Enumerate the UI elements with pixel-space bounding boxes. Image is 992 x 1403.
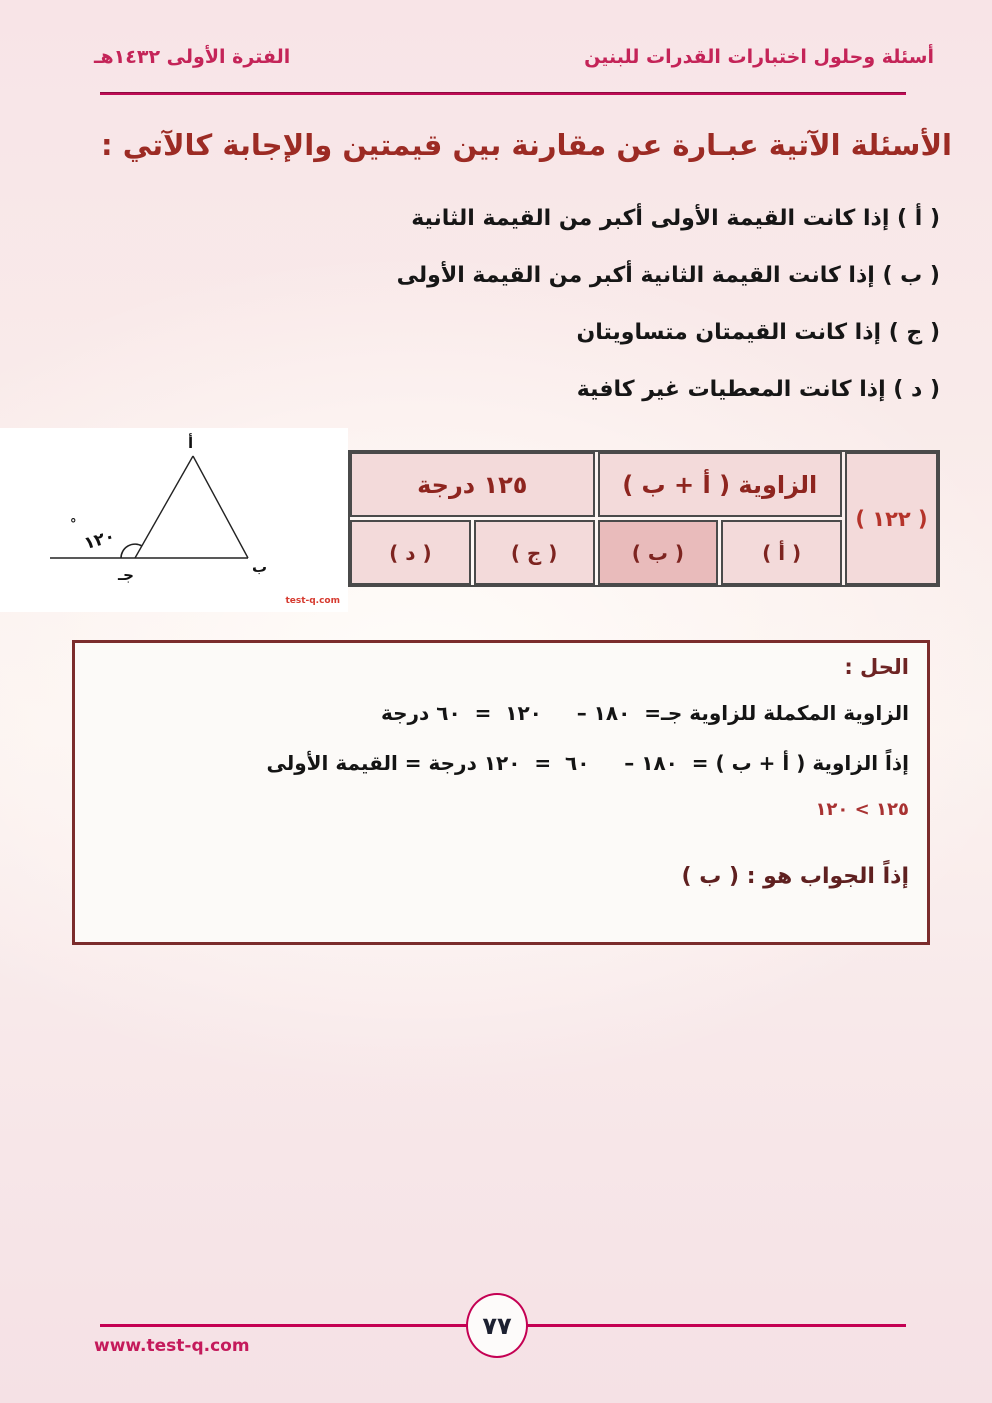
answer-key-item-j (60, 304, 940, 361)
solution-step-2: إذاً الزاوية ( أ + ب ) = ١٨٠ – ٦٠ = ١٢٠ درجة = القيمة الأولى (266, 751, 909, 775)
solution-step-1: الزاوية المكملة للزاوية جـ= ١٨٠ – ١٢٠ = ٦٠ درجة (380, 701, 909, 725)
solution-box (72, 640, 930, 945)
header-book-title: أسئلة وحلول اختبارات القدرات للبنين (584, 46, 934, 68)
page-number-badge (466, 1293, 528, 1358)
answer-key-text: ( د ) إذا كانت المعطيات غير كافية (576, 377, 940, 402)
answer-key-list (60, 190, 940, 418)
choice-cell-a: ( أ ) (721, 520, 842, 585)
answer-key-text: ( ج ) إذا كانت القيمتان متساويتان (576, 320, 940, 345)
right-vertex-label: ب (252, 558, 268, 576)
question-number-cell: ( ١٢٢ ) (845, 452, 938, 585)
answer-key-item-b (60, 247, 940, 304)
first-value-cell: الزاوية ( أ + ب ) (598, 452, 843, 517)
header-rule (100, 92, 906, 95)
choice-cell-b-selected: ( ب ) (598, 520, 719, 585)
answer-key-item-d (60, 361, 940, 418)
left-vertex-label: جـ (118, 566, 134, 584)
side-right (193, 456, 248, 558)
page-title: الأسئلة الآتية عبـارة عن مقارنة بين قيمتين والإجابة كالآتي : (101, 128, 952, 162)
solution-comparison-row (93, 799, 909, 820)
choice-cell-j: ( ج ) (474, 520, 595, 585)
answer-key-item-a (60, 190, 940, 247)
triangle-figure (0, 428, 348, 612)
apex-vertex-label: أ (188, 434, 194, 452)
answer-key-text: ( أ ) إذا كانت القيمة الأولى أكبر من القيمة الثانية (411, 206, 940, 231)
answer-key-text: ( ب ) إذا كانت القيمة الثانية أكبر من القيمة الأولى (396, 263, 940, 288)
page-number: ٧٧ (482, 1311, 512, 1340)
exterior-angle-value: ١٢٠ (81, 526, 118, 555)
solution-heading: الحل : (844, 655, 909, 679)
footer-website: www.test-q.com (94, 1336, 250, 1356)
watermark-text: test-q.com (285, 596, 340, 606)
side-left (135, 456, 193, 558)
choice-cell-d: ( د ) (350, 520, 471, 585)
degree-mark: ° (70, 517, 77, 532)
solution-comparison: ١٢٥ > ١٢٠ (815, 799, 909, 820)
triangle-svg (0, 428, 348, 612)
second-value-cell: ١٢٥ درجة (350, 452, 595, 517)
solution-answer: إذاً الجواب هو : ( ب ) (681, 864, 909, 889)
header-period-label: الفترة الأولى ١٤٣٢هـ (94, 46, 291, 68)
question-table (348, 450, 940, 587)
